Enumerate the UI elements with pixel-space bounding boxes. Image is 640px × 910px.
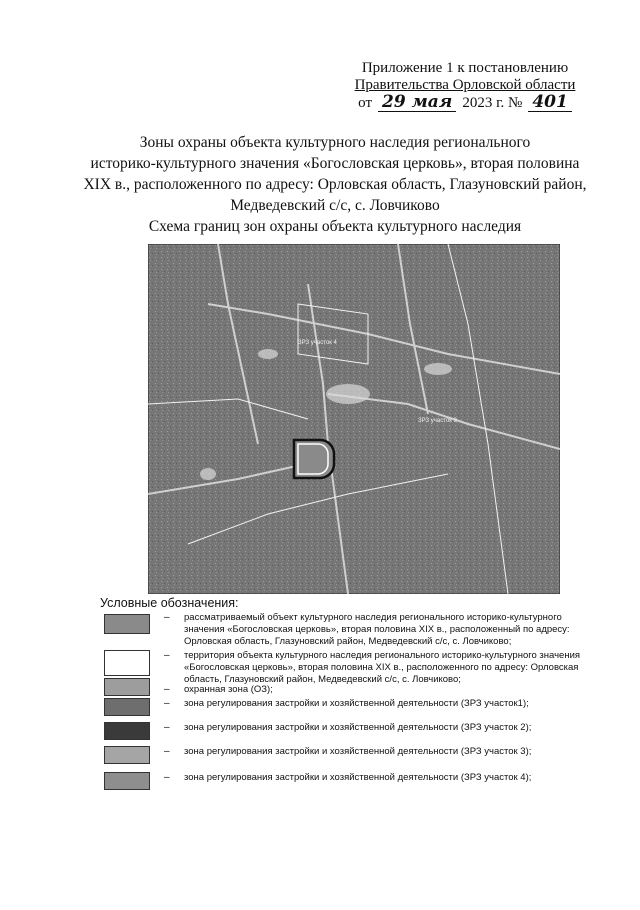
legend-dash: – bbox=[164, 772, 170, 783]
legend-dash: – bbox=[164, 698, 170, 709]
scheme-title: Схема границ зон охраны объекта культурного наследия bbox=[148, 218, 522, 235]
legend-text: рассматриваемый объект культурного наследия регионального историко-культурного значения «Богословская церковь», вторая половина XIX в., расположенный по адресу: Орловская область, Глазуновский район, Медведевский с/с, с. Ловчиково; bbox=[184, 612, 570, 647]
title-line-2: историко-культурного значения «Богословская церковь», вторая половина bbox=[90, 155, 580, 172]
legend-dash: – bbox=[164, 722, 170, 733]
legend-heading: Условные обозначения: bbox=[100, 596, 239, 610]
map-background bbox=[148, 244, 560, 594]
date-prefix: от bbox=[358, 95, 373, 111]
handwritten-date: 29 мая bbox=[378, 94, 456, 112]
legend-dash: – bbox=[164, 650, 170, 661]
map-label-top: ЗРЗ участок 4 bbox=[298, 340, 337, 346]
legend-text: зона регулирования застройки и хозяйственной деятельности (ЗРЗ участок 3); bbox=[184, 746, 532, 757]
title-line-4: Медведевский с/с, с. Ловчиково bbox=[230, 197, 440, 214]
legend-dash: – bbox=[164, 612, 170, 623]
map-label-right: ЗРЗ участок 3 bbox=[418, 418, 457, 424]
legend-swatch bbox=[104, 746, 150, 764]
legend-dash: – bbox=[164, 746, 170, 757]
legend-swatch bbox=[104, 678, 150, 696]
header-line-2: Правительства Орловской области bbox=[354, 77, 576, 93]
legend-swatch bbox=[104, 698, 150, 716]
handwritten-number: 401 bbox=[528, 94, 572, 112]
legend-text: охранная зона (ОЗ); bbox=[184, 684, 273, 695]
legend-swatch bbox=[104, 772, 150, 790]
document-header bbox=[330, 60, 600, 112]
protected-object-boundary bbox=[294, 440, 334, 478]
legend-text: территория объекта культурного наследия регионального историко-культурного значения «Богословская церковь», вторая половина XIX в., расположенного по адресу: Орловская область, Глазуновский район, Медведевский с/с, с. Ловчиково; bbox=[184, 650, 581, 685]
header-date-line bbox=[330, 94, 600, 112]
title-line-1: Зоны охраны объекта культурного наследия регионального bbox=[139, 134, 531, 151]
legend-text: зона регулирования застройки и хозяйственной деятельности (ЗРЗ участок1); bbox=[184, 698, 529, 709]
header-line-1: Приложение 1 к постановлению bbox=[361, 60, 569, 76]
legend-text: зона регулирования застройки и хозяйственной деятельности (ЗРЗ участок 4); bbox=[184, 772, 532, 783]
legend-text: зона регулирования застройки и хозяйственной деятельности (ЗРЗ участок 2); bbox=[184, 722, 532, 733]
legend-swatch bbox=[104, 614, 150, 634]
legend-swatch bbox=[104, 650, 150, 676]
legend-dash: – bbox=[164, 684, 170, 695]
legend-swatch bbox=[104, 722, 150, 740]
document-title bbox=[60, 132, 610, 216]
year-label: 2023 г. № bbox=[462, 95, 523, 111]
title-line-3: XIX в., расположенного по адресу: Орловская область, Глазуновский район, bbox=[83, 176, 587, 193]
zone-map bbox=[148, 244, 560, 594]
